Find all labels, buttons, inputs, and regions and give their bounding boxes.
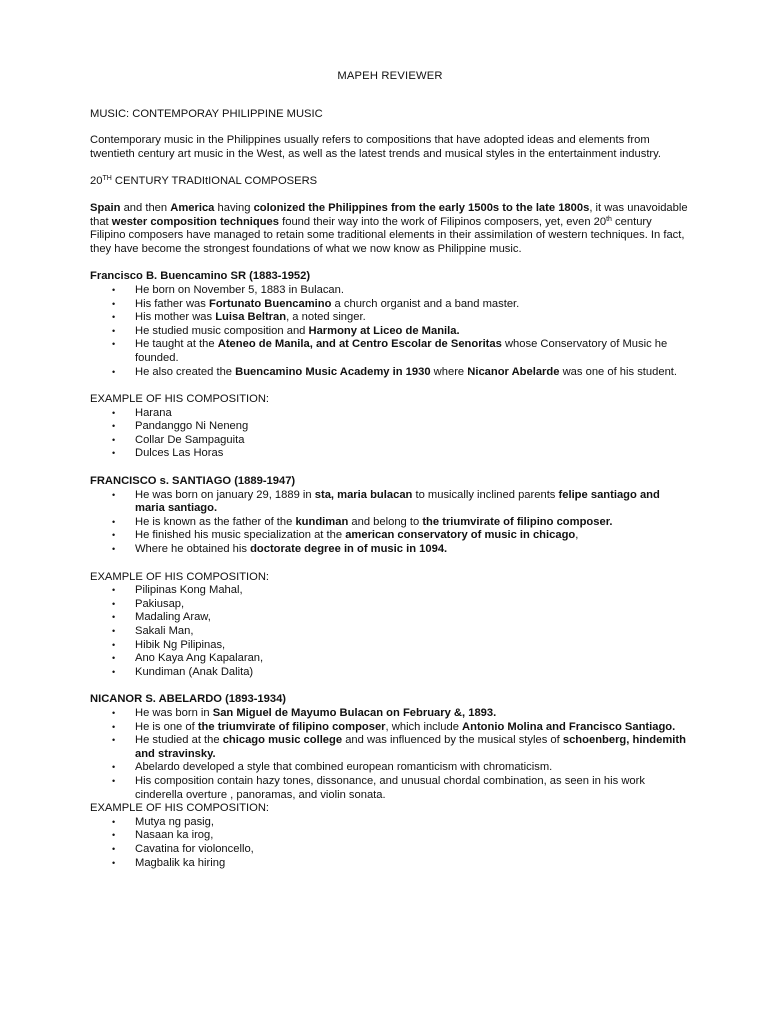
- list-item: [90, 761, 690, 775]
- text-span: colonized the Philippines from the early 1500s to the late 1800s: [253, 201, 590, 214]
- heading-text: NICANOR S. ABELARDO (1893-1934): [90, 693, 287, 706]
- text-span: Antonio Molina and Francisco Santiago.: [462, 720, 676, 733]
- list-item: • Magbalik ka hiring: [90, 857, 690, 871]
- santiago-examples-heading: EXAMPLE OF HIS COMPOSITION:: [90, 570, 270, 583]
- text-span: He finished his music specialization at the: [135, 529, 346, 542]
- text-span: Where he obtained his: [135, 543, 251, 556]
- heading-text: FRANCISCO s. SANTIAGO (1889-1947): [90, 475, 296, 488]
- text-span: wester composition techniques: [111, 215, 280, 228]
- text-span: was one of his student.: [559, 365, 678, 378]
- text-span: to musically inclined parents: [412, 488, 559, 501]
- list-item: • Pandanggo Ni Neneng: [90, 420, 690, 434]
- century-heading: [90, 175, 690, 189]
- list-item: • Harana: [90, 407, 690, 421]
- text-span: Nicanor Abelarde: [467, 365, 560, 378]
- text-span: century Filipino composers have managed to retain some traditional elements in their assimilation of western techniques. In fact, they have become the strongest foundations of what we now know as Philippine music.: [90, 215, 685, 255]
- list-item: • Hibik Ng Pilipinas,: [90, 639, 690, 653]
- text-span: chicago music college: [222, 734, 343, 747]
- list-item: [90, 721, 690, 735]
- text-span: and then: [120, 201, 171, 214]
- text-span: whose Conservatory of Music he founded.: [135, 338, 668, 364]
- text-span: Buencamino Music Academy in 1930: [235, 365, 431, 378]
- list-item: • Kundiman (Anak Dalita): [90, 666, 690, 680]
- list-item: [90, 311, 690, 325]
- abelardo-facts-list: [90, 707, 690, 802]
- text-span: , a noted singer.: [286, 311, 366, 324]
- text-span: , which include: [385, 720, 463, 733]
- text-span: He born on November 5, 1883 in Bulacan.: [135, 283, 344, 296]
- text-span: His father was: [135, 297, 209, 310]
- text-span: the triumvirate of filipino composer: [197, 720, 386, 733]
- text-span: and belong to: [348, 515, 423, 528]
- century-paragraph: [90, 202, 690, 256]
- text-span: and was influenced by the musical styles of: [342, 734, 563, 747]
- list-item: • Pakiusap,: [90, 598, 690, 612]
- text-span: sta, maria bulacan: [314, 488, 413, 501]
- text-span: ,: [575, 529, 579, 542]
- text-span: He taught at the: [135, 338, 218, 351]
- text-span: , it was unavoidable that: [90, 201, 688, 228]
- music-heading: MUSIC: CONTEMPORAY PHILIPPINE MUSIC: [90, 107, 323, 120]
- list-item: • Ano Kaya Ang Kapalaran,: [90, 652, 690, 666]
- text-span: His mother was: [135, 311, 216, 324]
- list-item: • Nasaan ka irog,: [90, 829, 690, 843]
- text-span: found their way into the work of Filipinos composers, yet, even 20: [279, 215, 607, 228]
- document-title: MAPEH REVIEWER: [337, 70, 443, 82]
- text-span: He is known as the father of the: [135, 515, 296, 528]
- text-span: having: [214, 201, 254, 214]
- list-item: [90, 775, 690, 802]
- text-span: Ateneo de Manila, and at Centro Escolar de Senoritas: [217, 338, 502, 351]
- list-item: [90, 338, 690, 365]
- text-span: Abelardo developed a style that combined european romanticism with chromaticism.: [135, 761, 553, 774]
- santiago-examples-list: [90, 584, 690, 679]
- century-superscript: TH: [102, 175, 112, 183]
- list-item: [90, 489, 690, 516]
- buencamino-examples-heading: EXAMPLE OF HIS COMPOSITION:: [90, 393, 270, 406]
- text-span: schoenberg, hindemith and stravinsky.: [135, 734, 686, 760]
- list-item: [90, 543, 690, 557]
- list-item: [90, 284, 690, 298]
- text-span: San Miguel de Mayumo Bulacan on February &, 1893.: [212, 706, 497, 719]
- superscript: th: [606, 215, 612, 223]
- abelardo-examples-heading: EXAMPLE OF HIS COMPOSITION:: [90, 802, 270, 815]
- text-span: He was born in: [135, 706, 213, 719]
- abelardo-examples-list: [90, 816, 690, 870]
- century-number: 20: [90, 175, 103, 188]
- list-item: [90, 707, 690, 721]
- text-span: Fortunato Buencamino: [209, 297, 332, 310]
- heading-text: Francisco B. Buencamino SR (1883-1952): [90, 270, 311, 283]
- text-span: felipe santiago and maria santiago.: [135, 488, 660, 515]
- text-span: He studied music composition and: [135, 324, 309, 337]
- text-span: Harmony at Liceo de Manila.: [308, 324, 460, 337]
- text-span: american conservatory of music in chicago: [345, 529, 576, 542]
- list-item: [90, 366, 690, 380]
- list-item: • Mutya ng pasig,: [90, 816, 690, 830]
- list-item: [90, 734, 690, 761]
- text-span: He is one of: [135, 720, 198, 733]
- text-span: a church organist and a band master.: [331, 297, 520, 310]
- text-span: doctorate degree in of music in 1094.: [250, 543, 448, 556]
- text-span: He also created the: [135, 365, 236, 378]
- list-item: • Collar De Sampaguita: [90, 434, 690, 448]
- century-heading-text: CENTURY TRADItIONAL COMPOSERS: [111, 175, 318, 188]
- list-item: [90, 325, 690, 339]
- text-span: kundiman: [295, 515, 349, 528]
- buencamino-examples-list: [90, 407, 690, 461]
- document-body: [90, 70, 690, 870]
- abelardo-heading: [90, 693, 690, 707]
- santiago-facts-list: [90, 489, 690, 557]
- list-item: [90, 529, 690, 543]
- text-span: Spain: [90, 201, 121, 214]
- list-item: • Sakali Man,: [90, 625, 690, 639]
- list-item: • Madaling Araw,: [90, 611, 690, 625]
- list-item: • Pilipinas Kong Mahal,: [90, 584, 690, 598]
- text-span: America: [170, 201, 215, 214]
- list-item: [90, 298, 690, 312]
- buencamino-heading: [90, 270, 690, 284]
- intro-paragraph: Contemporary music in the Philippines usually refers to compositions that have adopted ideas and elements from twentieth century art music in the West, as well as the latest trends and musical styles in the entertainment industry.: [90, 134, 662, 160]
- list-item: • Cavatina for violoncello,: [90, 843, 690, 857]
- text-span: where: [430, 365, 468, 378]
- text-span: Luisa Beltran: [215, 311, 287, 324]
- santiago-heading: [90, 475, 690, 489]
- text-span: His composition contain hazy tones, dissonance, and unusual chordal combination, as seen in his work cinderella overture , panoramas, and violin sonata.: [135, 774, 645, 801]
- buencamino-facts-list: [90, 284, 690, 379]
- list-item: • Dulces Las Horas: [90, 447, 690, 461]
- list-item: [90, 516, 690, 530]
- text-span: He was born on january 29, 1889 in: [135, 488, 315, 501]
- text-span: the triumvirate of filipino composer.: [422, 515, 613, 528]
- text-span: He studied at the: [135, 734, 223, 747]
